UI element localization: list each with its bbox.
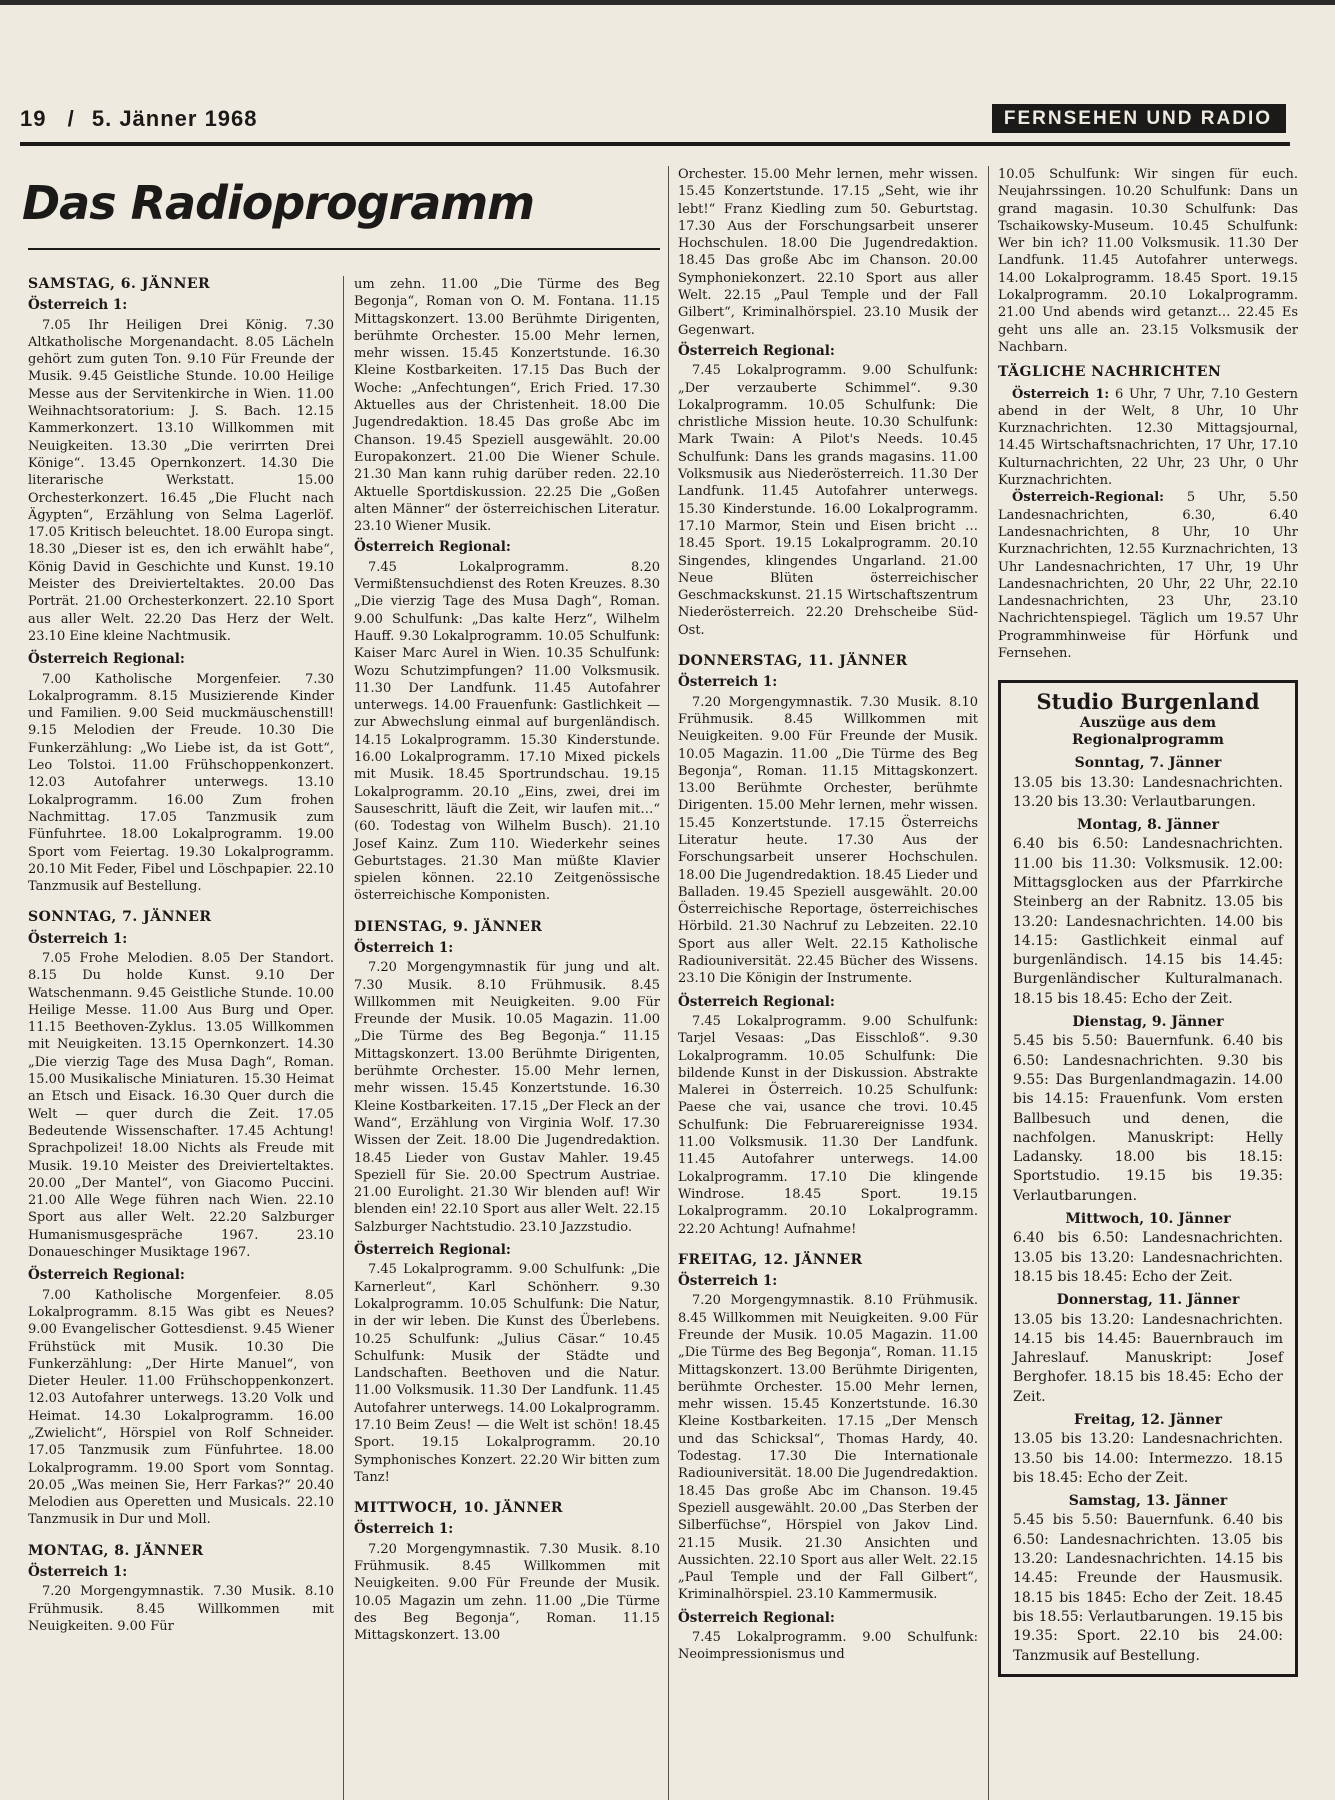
station-label: Österreich 1: [1012, 386, 1110, 402]
box-title: Studio Burgenland [1036, 689, 1260, 715]
program-listing: 7.20 Morgengymnastik für jung und alt. 7.30 Musik. 8.10 Frühmusik. 8.45 Willkommen mit Neuigkeiten. 9.00 Für Freunde der Musik. 10.05 Magazin. 11.00 „Die Türme des Beg Begonja.“ 11.15 Mittagskonzert. 13.00 Berühmte Dirigenten, berühmte Orchester. 15.00 Mehr lernen, mehr wissen. 15.45 Konzertstunde. 16.30 Kleine Kostbarkeiten. 17.15 „Der Fleck an der Wand“, Erzählung von Virginia Wolf. 17.30 Wissen der Zeit. 18.00 Die Jugendredaktion. 18.45 Lieder von Gustav Mahler. 19.45 Speziell für Sie. 20.00 Spectrum Austriae. 21.00 Eurolight. 21.30 Wir blenden auf! Wir blenden ein! 22.10 Sport aus aller Welt. 22.15 Salzburger Nachtstudio. 23.10 Jazzstudio. [354, 960, 660, 1235]
program-listing: 7.20 Morgengymnastik. 7.30 Musik. 8.10 Frühmusik. 8.45 Willkommen mit Neuigkeiten. 9.00 Für [28, 1584, 334, 1634]
day-heading: DONNERSTAG, 11. JÄNNER [678, 653, 908, 670]
column-4 [998, 166, 1298, 1677]
news-times: 6 Uhr, 7 Uhr, 7.10 Gestern abend in der Welt, 8 Uhr, 10 Uhr Kurznachrichten. 12.30 Mittagsjournal, 14.45 Wirtschaftsnachrichten, 17 Uhr, 17.10 Kulturnachrichten, 22 Uhr, 23 Uhr, 0 Uhr Kurznachrichten. [998, 386, 1298, 489]
top-border [0, 0, 1335, 5]
news-listing [998, 489, 1298, 662]
program-listing: 7.20 Morgengymnastik. 7.30 Musik. 8.10 Frühmusik. 8.45 Willkommen mit Neuigkeiten. 9.00 Für Freunde der Musik. 10.05 Magazin um zehn. 11.00 „Die Türme des Beg Begonja“, Roman. 11.15 Mittagskonzert. 13.00 [354, 1541, 660, 1644]
day-heading: DIENSTAG, 9. JÄNNER [354, 918, 543, 935]
station-heading: Österreich 1: [354, 1521, 454, 1538]
box-day-heading: Sonntag, 7. Jänner [1074, 755, 1222, 772]
box-day-heading: Montag, 8. Jänner [1077, 817, 1219, 834]
column-divider [343, 276, 344, 1800]
station-heading: Österreich 1: [678, 1273, 778, 1290]
box-listing: 6.40 bis 6.50: Landesnachrichten. 13.05 bis 13.20: Landesnachrichten. 18.15 bis 18.45: Echo der Zeit. [1013, 1230, 1283, 1285]
box-listing: 13.05 bis 13.20: Landesnachrichten. 13.50 bis 14.00: Intermezzo. 18.15 bis 18.45: Echo der Zeit. [1013, 1431, 1283, 1486]
program-listing: 7.05 Ihr Heiligen Drei König. 7.30 Altkatholische Morgenandacht. 8.05 Lächeln gehört zum guten Ton. 9.10 Für Freunde der Musik. 9.45 Geistliche Stunde. 10.00 Heilige Messe aus der Servitenkirche in Wien. 11.00 Weihnachtsoratorium: J. S. Bach. 12.15 Kammerkonzert. 13.10 Willkommen mit Neuigkeiten. 13.30 „Die verirrten Drei Könige“. 13.45 Opernkonzert. 14.30 Die literarische Werkstatt. 15.00 Orchesterkonzert. 16.45 „Die Flucht nach Ägypten“, Erzählung von Selma Lagerlöf. 17.05 Kritisch beleuchtet. 18.00 Europa singt. 18.30 „Dieser ist es, den ich erwählt habe“, König David in Geschichte und Kunst. 19.10 Meister des Dreivierteltaktes. 20.00 Das Porträt. 21.00 Orchesterkonzert. 22.10 Sport aus aller Welt. 22.20 Das Herz der Welt. 23.10 Eine kleine Nachtmusik. [28, 317, 334, 644]
column-1 [28, 268, 334, 1635]
station-heading: Österreich Regional: [678, 1609, 835, 1626]
page-number: 19 [20, 106, 47, 131]
box-day-heading: Donnerstag, 11. Jänner [1056, 1292, 1240, 1309]
program-listing: 7.00 Katholische Morgenfeier. 8.05 Lokalprogramm. 8.15 Was gibt es Neues? 9.00 Evangelischer Gottesdienst. 9.45 Wiener Frühstück mit Musik. 10.30 Die Funkerzählung: „Der Hirte Manuel“, von Dieter Heuler. 11.00 Frühschoppenkonzert. 12.03 Autofahrer unterwegs. 13.20 Volk und Heimat. 14.30 Lokalprogramm. 16.00 „Zwielicht“, Hörspiel von Rolf Schneider. 17.05 Tanzmusik zum Fünfuhrtee. 18.00 Lokalprogramm. 19.00 Sport vom Sonntag. 20.05 „Was meinen Sie, Herr Farkas?“ 20.40 Melodien aus Operetten und Musicals. 22.10 Tanzmusik in Dur und Moll. [28, 1287, 334, 1528]
station-heading: Österreich Regional: [354, 1242, 511, 1259]
station-heading: Österreich 1: [28, 1564, 128, 1581]
program-listing: Orchester. 15.00 Mehr lernen, mehr wissen. 15.45 Konzertstunde. 17.15 „Seht, wie ihr lebt!“ Franz Kiedling zum 50. Geburtstag. 17.30 Aus der Forschungsarbeit unserer Hochschulen. 18.00 Die Jugendredaktion. 18.45 Das große Abc im Chanson. 20.00 Symphoniekonzert. 22.10 Sport aus aller Welt. 22.15 „Paul Temple und der Fall Gilbert“, Kriminalhörspiel. 23.10 Musik der Gegenwart. [678, 167, 978, 338]
box-listing: 5.45 bis 5.50: Bauernfunk. 6.40 bis 6.50: Landesnachrichten. 9.30 bis 9.55: Das Burgenlandmagazin. 14.00 bis 14.15: Frauenfunk. Vom ersten Ballbesuch und denen, die nachfolgen. Manuskript: Helly Ladansky. 18.00 bis 18.15: Sportstudio. 19.15 bis 19.35: Verlautbarungen. [1013, 1033, 1283, 1204]
news-listing [998, 386, 1298, 490]
program-listing: 7.20 Morgengymnastik. 8.10 Frühmusik. 8.45 Willkommen mit Neuigkeiten. 9.00 Für Freunde der Musik. 10.05 Magazin. 11.00 „Die Türme des Beg Begonja“, Roman. 11.15 Mittagskonzert. 13.00 Berühmte Dirigenten, berühmte Orchester. 15.00 Mehr lernen, mehr wissen. 15.45 Konzertstunde. 16.30 Kleine Kostbarkeiten. 17.15 „Der Mensch und das Schicksal“, Thomas Hardy, 40. Todestag. 17.30 Die Internationale Radiouniversität. 18.00 Die Jugendredaktion. 18.45 Das große Abc im Chanson. 19.45 Speziell ausgewählt. 20.00 „Das Sterben der Silberfüchse“, Hörspiel von Jakov Lind. 21.15 Musik. 21.30 Ansichten und Aussichten. 22.10 Sport aus aller Welt. 22.15 „Paul Temple und der Fall Gilbert“, Kriminalhörspiel. 23.10 Kammermusik. [678, 1293, 978, 1603]
station-heading: Österreich 1: [28, 297, 128, 314]
box-day-heading: Freitag, 12. Jänner [1074, 1412, 1222, 1428]
station-heading: Österreich 1: [678, 674, 778, 691]
station-heading: Österreich Regional: [28, 651, 185, 668]
page-title: Das Radioprogramm [22, 176, 535, 230]
studio-burgenland-box [998, 680, 1298, 1677]
program-listing: 7.05 Frohe Melodien. 8.05 Der Standort. 8.15 Du holde Kunst. 9.10 Der Watschenmann. 9.45 Geistliche Stunde. 10.00 Heilige Messe. 11.00 Aus Burg und Oper. 11.15 Beethoven-Zyklus. 13.05 Willkommen mit Neuigkeiten. 13.15 Opernkonzert. 14.30 „Die vierzig Tage des Musa Dagh“, Roman. 15.00 Musikalische Miniaturen. 15.30 Heimat an Etsch und Eisack. 16.30 Quer durch die Welt — quer durch die Zeit. 17.05 Bedeutende Wissenschafter. 17.45 Achtung! Sprachpolizei! 18.00 Nichts als Freude mit Musik. 19.10 Meister des Dreivierteltaktes. 20.00 „Der Mantel“, von Giacomo Puccini. 21.00 Alle Wege führen nach Wien. 22.10 Sport aus aller Welt. 22.20 Salzburger Humanismusgespräche 1967. 23.10 Donaueschinger Musiktage 1967. [28, 950, 334, 1261]
program-listing: 7.45 Lokalprogramm. 9.00 Schulfunk: „Die Karnerleut“, Karl Schönherr. 9.30 Lokalprogramm. 10.05 Schulfunk: Die Natur, in der wir leben. Die Kunst des Überlebens. 10.25 Schulfunk: „Julius Cäsar.“ 10.45 Schulfunk: Musik der Städte und Landschaften. Beethoven und die Natur. 11.00 Volksmusik. 11.30 Der Landfunk. 11.45 Autofahrer unterwegs. 14.00 Lokalprogramm. 17.10 Beim Zeus! — die Welt ist schön! 18.45 Sport. 19.15 Lokalprogramm. 20.10 Symphonisches Konzert. 22.20 Wir bitten zum Tanz! [354, 1262, 660, 1485]
station-label: Österreich-Regional: [1012, 490, 1164, 506]
column-divider [668, 166, 669, 1800]
program-listing: 7.45 Lokalprogramm. 8.20 Vermißtensuchdienst des Roten Kreuzes. 8.30 „Die vierzig Tage des Musa Dagh“, Roman. 9.00 Schulfunk: „Das kalte Herz“, Wilhelm Hauff. 9.30 Lokalprogramm. 10.05 Schulfunk: Kaiser Marc Aurel in Wien. 10.35 Schulfunk: Wozu Schutzimpfungen? 11.00 Volksmusik. 11.30 Der Landfunk. 11.45 Autofahrer unterwegs. 14.00 Frauenfunk: Gastlichkeit — zur Abwechslung einmal auf burgenländisch. 14.15 Lokalprogramm. 15.30 Kinderstunde. 16.00 Lokalprogramm. 17.10 Mixed pickels mit Musik. 18.45 Sportrundschau. 19.15 Lokalprogramm. 20.10 „Eins, zwei, drei im Sauseschritt, läuft die Zeit, wir laufen mit…“ (60. Todestag von Wilhelm Busch). 21.10 Josef Kainz. Zum 110. Wiederkehr seines Geburtstages. 21.30 Man müßte Klavier spielen können. 22.10 Zeitgenössische österreichische Komponisten. [354, 559, 660, 904]
header-separator: / [67, 106, 75, 131]
issue-date: 5. Jänner 1968 [91, 106, 258, 131]
station-heading: Österreich 1: [354, 939, 454, 956]
day-heading: MITTWOCH, 10. JÄNNER [354, 1500, 564, 1517]
program-listing: 10.05 Schulfunk: Wir singen für euch. Neujahrssingen. 10.20 Schulfunk: Dans un grand magasin. 10.30 Schulfunk: Das Tschaikowsky-Museum. 10.45 Schulfunk: Wer bin ich? 11.00 Volksmusik. 11.30 Der Landfunk. 11.45 Autofahrer unterwegs. 14.00 Lokalprogramm. 18.45 Sport. 19.15 Lokalprogramm. 20.10 Lokalprogramm. 21.00 Und abends wird getanzt… 22.45 Es geht uns alle an. 23.15 Volksmusik der Nachbarn. [998, 167, 1298, 355]
column-divider [988, 166, 989, 1800]
issue-line [20, 106, 258, 132]
program-listing: 7.20 Morgengymnastik. 7.30 Musik. 8.10 Frühmusik. 8.45 Willkommen mit Neuigkeiten. 9.00 Für Freunde der Musik. 10.05 Magazin. 11.00 „Die Türme des Beg Begonja“, Roman. 11.15 Mittagskonzert. 13.00 Berühmte Orchester, berühmte Dirigenten. 15.00 Mehr lernen, mehr wissen. 15.45 Konzertstunde. 17.15 Österreichs Literatur heute. 17.30 Aus der Forschungsarbeit unserer Hochschulen. 18.00 Die Jugendredaktion. 18.45 Lieder und Balladen. 19.45 Speziell ausgewählt. 20.00 Österreichische Reportage, österreichisches Hörbild. 21.30 Nachruf zu Lebzeiten. 22.10 Sport aus aller Welt. 22.15 Katholische Radiouniversität. 22.45 Bücher des Wissens. 23.10 Die Königin der Instrumente. [678, 694, 978, 987]
station-heading: Österreich Regional: [28, 1267, 185, 1284]
station-heading: Österreich 1: [28, 930, 128, 947]
day-heading: SAMSTAG, 6. JÄNNER [28, 276, 211, 292]
column-3 [678, 166, 978, 1664]
station-heading: Österreich Regional: [678, 342, 835, 359]
box-listing: 13.05 bis 13.20: Landesnachrichten. 14.15 bis 14.45: Bauernbrauch im Jahreslauf. Manuskript: Josef Berghofer. 18.15 bis 18.45: Echo der Zeit. [1013, 1311, 1283, 1405]
day-heading: FREITAG, 12. JÄNNER [678, 1251, 863, 1268]
box-listing: 6.40 bis 6.50: Landesnachrichten. 11.00 bis 11.30: Volksmusik. 12.00: Mittagsglocken aus der Pfarrkirche Steinberg an der Rabnitz. 13.05 bis 13.20: Landesnachrichten. 14.00 bis 14.15: Gastlichkeit einmal auf burgenländisch. 14.15 bis 14.45: Burgenländischer Kulturalmanach. 18.15 bis 18.45: Echo der Zeit. [1013, 836, 1283, 1007]
box-listing: 5.45 bis 5.50: Bauernfunk. 6.40 bis 6.50: Landesnachrichten. 13.05 bis 13.20: Landesnachrichten. 14.15 bis 14.45: Freunde der Hausmusik. 18.15 bis 1845: Echo der Zeit. 18.45 bis 18.55: Verlautbarungen. 19.15 bis 19.35: Sport. 22.10 bis 24.00: Tanzmusik auf Bestellung. [1013, 1512, 1283, 1664]
box-listing: 13.05 bis 13.30: Landesnachrichten. 13.20 bis 13.30: Verlautbarungen. [1013, 774, 1283, 810]
program-listing: um zehn. 11.00 „Die Türme des Beg Begonja“, Roman von O. M. Fontana. 11.15 Mittagskonzert. 13.00 Berühmte Dirigenten, berühmte Orchester. 15.00 Mehr lernen, mehr wissen. 15.45 Konzertstunde. 16.30 Kleine Kostbarkeiten. 17.15 Das Buch der Woche: „Anfechtungen“, Erich Fried. 17.30 Aktuelles aus der Christenheit. 18.00 Die Jugendredaktion. 18.45 Das große Abc im Chanson. 19.45 Speziell ausgewählt. 20.00 Europakonzert. 21.00 Die Wiener Schule. 21.30 Man kann ruhig darüber reden. 22.10 Aktuelle Sportdiskussion. 22.25 Die „Goßen alten Männer“ der österreichischen Literatur. 23.10 Wiener Musik. [354, 277, 660, 535]
column-2 [354, 276, 660, 1645]
program-listing: 7.45 Lokalprogramm. 9.00 Schulfunk: Neoimpressionismus und [678, 1630, 978, 1663]
program-listing: 7.00 Katholische Morgenfeier. 7.30 Lokalprogramm. 8.15 Musizierende Kinder und Familien. 9.00 Seid muckmäuschenstill! 9.15 Melodien der Freude. 10.30 Die Funkerzählung: „Wo Liebe ist, da ist Gott“, Leo Tolstoi. 11.00 Frühschoppenkonzert. 12.03 Autofahrer unterwegs. 13.10 Lokalprogramm. 16.00 Zum frohen Nachmittag. 17.05 Tanzmusik zum Fünfuhrtee. 18.00 Lokalprogramm. 19.00 Sport vom Feiertag. 19.30 Lokalprogramm. 20.10 Mit Feder, Fibel und Löschpapier. 22.10 Tanzmusik auf Bestellung. [28, 671, 334, 895]
box-day-heading: Samstag, 13. Jänner [1068, 1493, 1228, 1510]
day-heading: SONNTAG, 7. JÄNNER [28, 909, 212, 926]
box-subtitle: Auszüge aus dem Regionalprogramm [1072, 714, 1224, 748]
page-header [20, 100, 1290, 146]
box-day-heading: Dienstag, 9. Jänner [1072, 1014, 1224, 1031]
news-heading: TÄGLICHE NACHRICHTEN [998, 364, 1222, 381]
box-day-heading: Mittwoch, 10. Jänner [1065, 1211, 1231, 1228]
program-listing: 7.45 Lokalprogramm. 9.00 Schulfunk: Tarjel Vesaas: „Das Eisschloß“. 9.30 Lokalprogramm. 10.05 Schulfunk: Die bildende Kunst in der Diskussion. Abstrakte Malerei in Österreich. 10.25 Schulfunk: Paese che vai, usance che trovi. 10.45 Schulfunk: Die Februarereignisse 1934. 11.00 Volksmusik. 11.30 Der Landfunk. 11.45 Autofahrer unterwegs. 14.00 Lokalprogramm. 17.10 Die klingende Windrose. 18.45 Sport. 19.15 Lokalprogramm. 20.10 Lokalprogramm. 22.20 Achtung! Aufnahme! [678, 1013, 978, 1237]
title-rule [28, 248, 660, 250]
day-heading: MONTAG, 8. JÄNNER [28, 1542, 204, 1559]
station-heading: Österreich Regional: [354, 539, 511, 556]
program-listing: 7.45 Lokalprogramm. 9.00 Schulfunk: „Der verzauberte Schimmel“. 9.30 Lokalprogramm. 10.05 Schulfunk: Die christliche Mission heute. 10.30 Schulfunk: Mark Twain: A Pilot's Needs. 10.45 Schulfunk: Dans les grands magasins. 11.00 Volksmusik aus Niederösterreich. 11.30 Der Landfunk. 11.45 Autofahrer unterwegs. 15.30 Kinderstunde. 16.00 Lokalprogramm. 17.10 Marmor, Stein und Eisen bricht … 18.45 Sport. 19.15 Lokalprogramm. 20.10 Singendes, klingendes Ungarland. 21.00 Neue Blüten österreichischer Geschmackskunst. 21.15 Wirtschaftszentrum Niederösterreich. 22.20 Drehscheibe Süd-Ost. [678, 363, 978, 638]
station-heading: Österreich Regional: [678, 993, 835, 1010]
section-label: FERNSEHEN UND RADIO [992, 104, 1286, 133]
news-times: 5 Uhr, 5.50 Landesnachrichten, 6.30, 6.40 Landesnachrichten, 8 Uhr, 10 Uhr Kurznachrichten, 12.55 Kurznachrichten, 13 Uhr Landesnachrichten, 17 Uhr, 19 Uhr Landesnachrichten, 20 Uhr, 22 Uhr, 22.10 Landesnachrichten, 23 Uhr, 23.10 Nachrichtenspiegel. Täglich um 19.57 Uhr Programmhinweise für Hörfunk und Fernsehen. [998, 490, 1298, 662]
